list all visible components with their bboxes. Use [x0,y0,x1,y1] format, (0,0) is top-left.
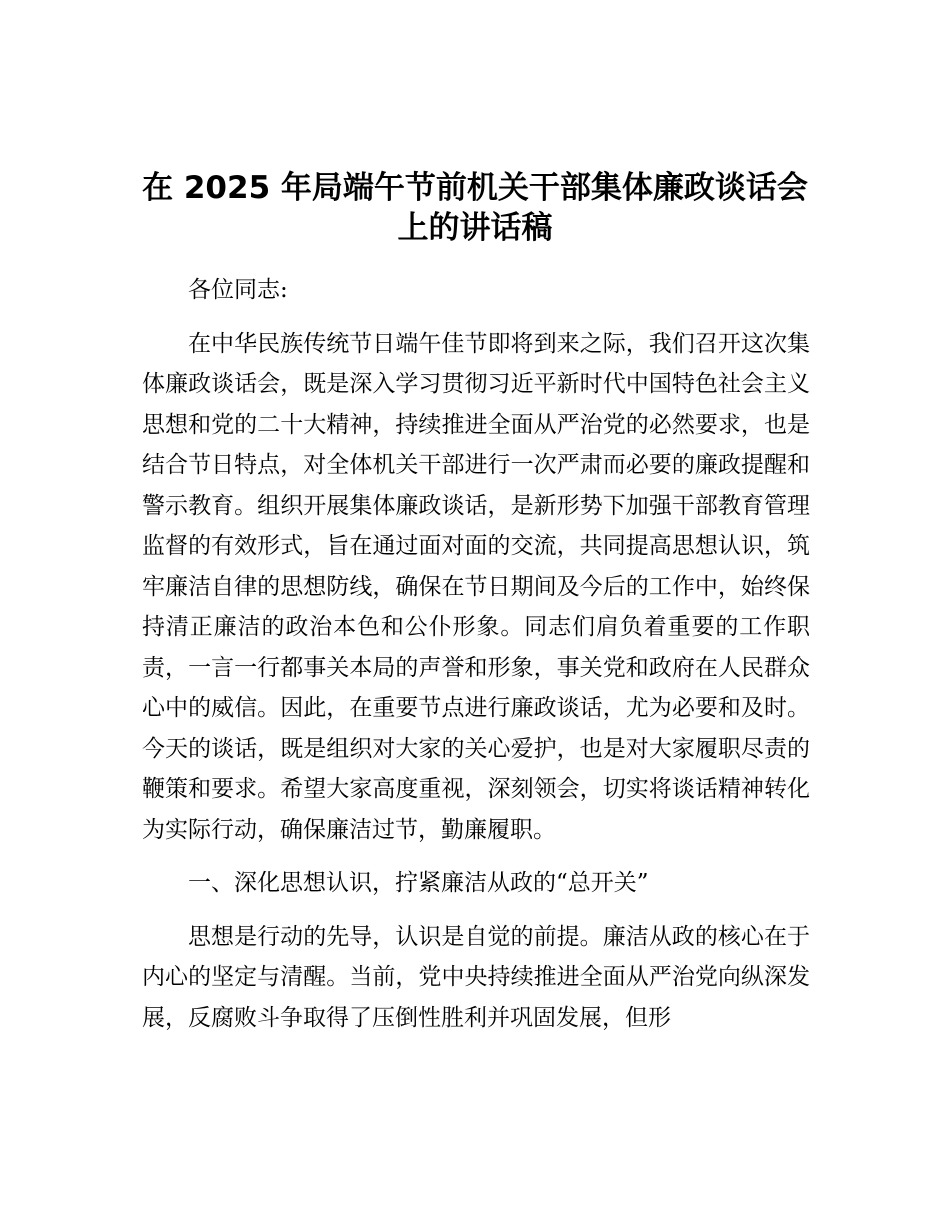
section-heading: 一、深化思想认识，拧紧廉洁从政的“总开关” [188,870,649,896]
salutation: 各位同志: [188,277,288,303]
body-paragraph: 在中华民族传统节日端午佳节即将到来之际，我们召开这次集体廉政谈话会，既是深入学习贯彻习近平新时代中国特色社会主义思想和党的二十大精神，持续推进全面从严治党的必然要求，也是结合节日特点，对全体机关干部进行一次严肃而必要的廉政提醒和警示教育。组织开展集体廉政谈话，是新形势下加强干部教育管理监督的有效形式，旨在通过面对面的交流，共同提高思想认识，筑牢廉洁自律的思想防线，确保在节日期间及今后的工作中，始终保持清正廉洁的政治本色和公仆形象。同志们肩负着重要的工作职责，一言一行都事关本局的声誉和形象，事关党和政府在人民群众心中的威信。因此，在重要节点进行廉政谈话，尤为必要和及时。今天的谈话，既是组织对大家的关心爱护，也是对大家履职尽责的鞭策和要求。希望大家高度重视，深刻领会，切实将谈话精神转化为实际行动，确保廉洁过节，勤廉履职。 [142,330,810,843]
document-body [142,270,810,1051]
document-title: 在 2025 年局端午节前机关干部集体廉政谈话会上的讲话稿 [142,170,808,246]
section-paragraph: 思想是行动的先导，认识是自觉的前提。廉洁从政的核心在于内心的坚定与清醒。当前，党中央持续推进全面从严治党向纵深发展，反腐败斗争取得了压倒性胜利并巩固发展，但形 [142,923,810,1031]
